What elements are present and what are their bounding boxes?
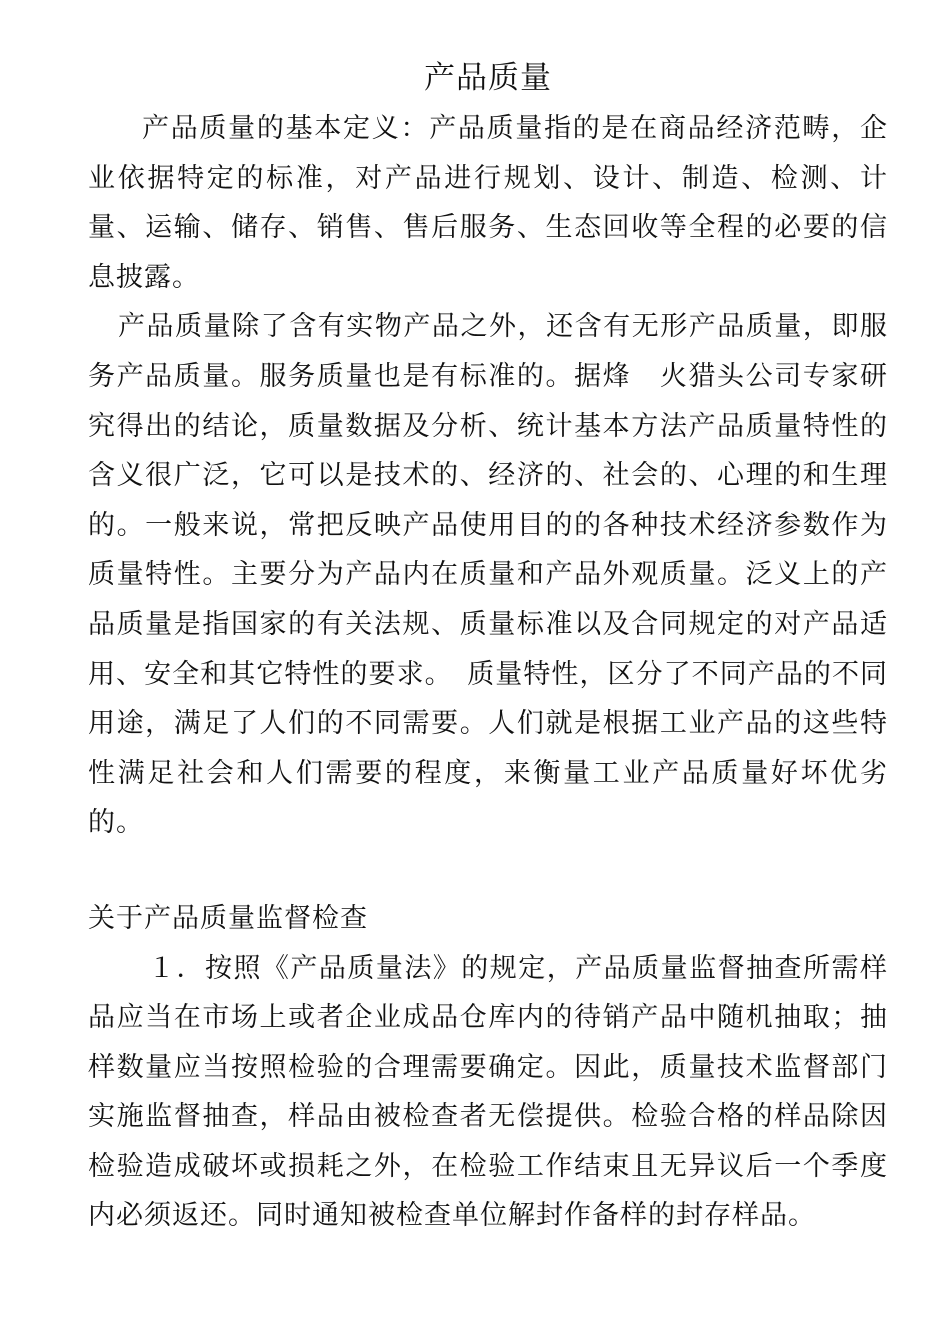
- document-page: [88, 52, 888, 1241]
- document-title: 产品质量: [424, 60, 552, 96]
- section-heading: 关于产品质量监督检查: [88, 902, 368, 934]
- paragraph-quality-characteristics: 产品质量除了含有实物产品之外，还含有无形产品质量，即服务产品质量。服务质量也是有标准的。据烽 火猎头公司专家研究得出的结论，质量数据及分析、统计基本方法产品质量特性的含义很广泛，它可以是技术的、经济的、社会的、心理的和生理的。一般来说，常把反映产品使用目的的各种技术经济参数作为质量特性。主要分为产品内在质量和产品外观质量。泛义上的产品质量是指国家的有关法规、质量标准以及合同规定的对产品适用、安全和其它特性的要求。 质量特性，区分了不同产品的不同用途，满足了人们的不同需要。人们就是根据工业产品的这些特性满足社会和人们需要的程度，来衡量工业产品质量好坏优劣的。: [88, 311, 888, 839]
- section-paragraph-1: １．按照《产品质量法》的规定，产品质量监督抽查所需样品应当在市场上或者企业成品仓库内的待销产品中随机抽取；抽样数量应当按照检验的合理需要确定。因此，质量技术监督部门实施监督抽查，样品由被检查者无偿提供。检验合格的样品除因检验造成破坏或损耗之外，在检验工作结束且无异议后一个季度内必须返还。同时通知被检查单位解封作备样的封存样品。: [88, 952, 888, 1232]
- paragraph-gap: [88, 848, 888, 894]
- paragraph-definition: 产品质量的基本定义：产品质量指的是在商品经济范畴，企业依据特定的标准，对产品进行规划、设计、制造、检测、计量、运输、储存、销售、售后服务、生态回收等全程的必要的信息披露。: [88, 113, 888, 293]
